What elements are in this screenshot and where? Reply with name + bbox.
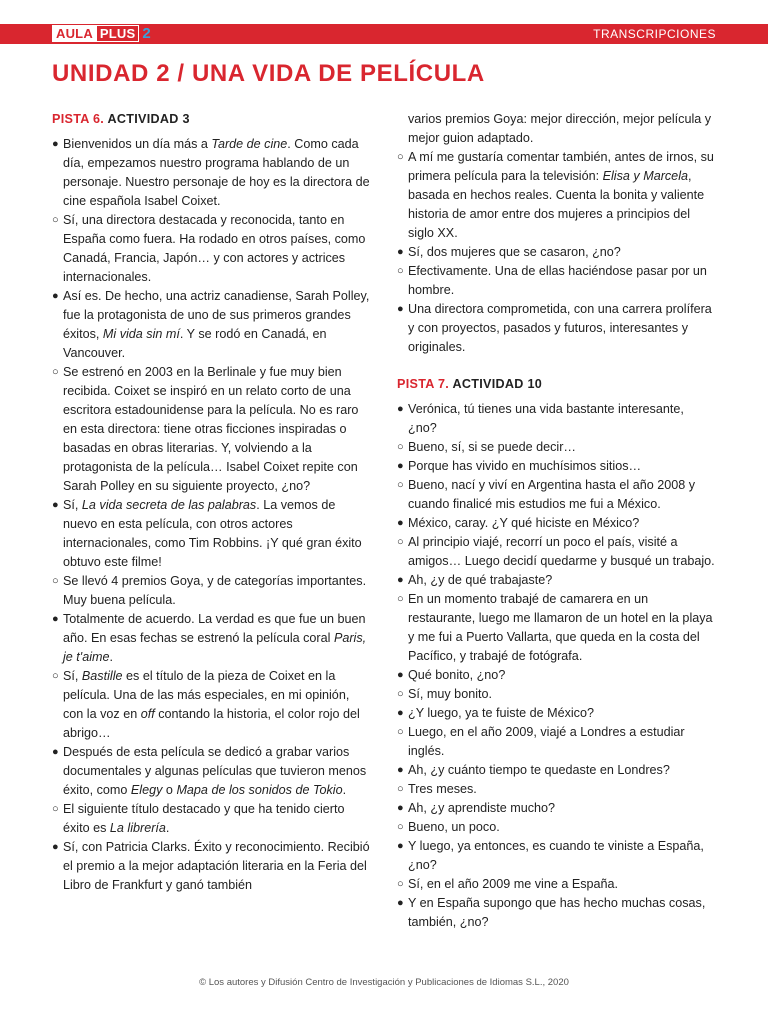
speaker-b-bullet-icon: ○ [397, 593, 404, 605]
transcript-text: Bueno, sí, si se puede decir… [408, 440, 577, 454]
speaker-b-bullet-icon: ○ [397, 479, 404, 491]
speaker-a-bullet-icon: ● [52, 138, 59, 150]
transcript-line [397, 533, 715, 571]
transcript-text: Efectivamente. Una de ellas haciéndose pasar por un hombre. [408, 264, 707, 297]
speaker-b-bullet-icon: ○ [52, 214, 59, 226]
transcript-list-pista-6-continued [397, 110, 715, 357]
pista-number: PISTA 7. [397, 377, 450, 391]
transcript-line [397, 300, 715, 357]
speaker-b-bullet-icon: ○ [397, 265, 404, 277]
logo-plus: PLUS [97, 25, 139, 42]
section-label: TRANSCRIPCIONES [593, 27, 716, 41]
logo-aula: AULA [52, 25, 97, 42]
transcript-list-pista-6 [52, 135, 370, 895]
transcript-text: México, caray. ¿Y qué hiciste en México? [408, 516, 640, 530]
transcript-line [397, 400, 715, 438]
speaker-a-bullet-icon: ● [397, 707, 404, 719]
transcript-text: Después de esta película se dedicó a grabar varios documentales y algunas películas que tuvieron menos éxito, como Elegy o Mapa de los sonidos de Tokio. [63, 745, 367, 797]
transcript-line [397, 704, 715, 723]
transcript-line [397, 476, 715, 514]
transcript-text: Y en España supongo que has hecho muchas cosas, también, ¿no? [408, 896, 706, 929]
transcript-line [52, 572, 370, 610]
speaker-a-bullet-icon: ● [397, 403, 404, 415]
speaker-b-bullet-icon: ○ [397, 536, 404, 548]
transcript-text: Y luego, ya entonces, es cuando te viniste a España, ¿no? [408, 839, 704, 872]
speaker-a-bullet-icon: ● [52, 499, 59, 511]
transcript-text: Totalmente de acuerdo. La verdad es que fue un buen año. En esas fechas se estrenó la película coral Paris, je t'aime. [63, 612, 367, 664]
transcript-text: varios premios Goya: mejor dirección, mejor película y mejor guion adaptado. [408, 112, 712, 145]
transcript-line [52, 135, 370, 211]
header-bar [0, 24, 768, 44]
speaker-b-bullet-icon: ○ [52, 670, 59, 682]
transcript-line [397, 514, 715, 533]
transcript-text: El siguiente título destacado y que ha tenido cierto éxito es La librería. [63, 802, 345, 835]
transcript-line [52, 838, 370, 895]
transcript-text: Al principio viajé, recorrí un poco el país, visité a amigos… Luego decidí quedarme y busqué un trabajo. [408, 535, 715, 568]
transcript-line [397, 818, 715, 837]
speaker-a-bullet-icon: ● [397, 897, 404, 909]
transcript-text: Sí, con Patricia Clarks. Éxito y reconocimiento. Recibió el premio a la mejor adaptación literaria en la Feria del Libro de Frankfurt y ganó también [63, 840, 370, 892]
page-title: UNIDAD 2 / UNA VIDA DE PELÍCULA [52, 60, 485, 87]
transcript-text: A mí me gustaría comentar también, antes de irnos, su primera película para la televisión: Elisa y Marcela, basada en hechos reales. Cuenta la bonita y valiente historia de amor entre dos mujeres a principios del siglo XX. [408, 150, 714, 240]
transcript-line [397, 723, 715, 761]
transcript-line [52, 800, 370, 838]
transcript-line [397, 243, 715, 262]
speaker-b-bullet-icon: ○ [52, 803, 59, 815]
transcript-line [397, 875, 715, 894]
activity-label: ACTIVIDAD 3 [107, 112, 190, 126]
transcript-text: Sí, una directora destacada y reconocida, tanto en España como fuera. Ha rodado en otros países, como Canadá, Francia, Japón… y con actores y actrices internacionales. [63, 213, 366, 284]
speaker-a-bullet-icon: ● [52, 613, 59, 625]
speaker-a-bullet-icon: ● [397, 802, 404, 814]
transcript-line [397, 571, 715, 590]
transcript-line [52, 211, 370, 287]
transcript-text: ¿Y luego, ya te fuiste de México? [408, 706, 594, 720]
speaker-b-bullet-icon: ○ [397, 726, 404, 738]
transcript-text: Luego, en el año 2009, viajé a Londres a estudiar inglés. [408, 725, 685, 758]
transcript-text: Sí, muy bonito. [408, 687, 492, 701]
transcript-text: Bueno, un poco. [408, 820, 500, 834]
speaker-a-bullet-icon: ● [397, 517, 404, 529]
speaker-b-bullet-icon: ○ [397, 821, 404, 833]
transcript-text: Sí, Bastille es el título de la pieza de Coixet en la película. Una de las más especiales, en mi opinión, con la voz en off contando la historia, el color rojo del abrigo… [63, 669, 360, 740]
speaker-b-bullet-icon: ○ [397, 783, 404, 795]
transcript-line [52, 743, 370, 800]
speaker-a-bullet-icon: ● [52, 746, 59, 758]
pista-6-heading [52, 110, 370, 129]
transcript-text: Verónica, tú tienes una vida bastante interesante, ¿no? [408, 402, 684, 435]
speaker-a-bullet-icon: ● [397, 246, 404, 258]
activity-label: ACTIVIDAD 10 [452, 377, 543, 391]
speaker-a-bullet-icon: ● [397, 574, 404, 586]
transcript-line [397, 666, 715, 685]
speaker-b-bullet-icon: ○ [397, 151, 404, 163]
transcript-text: Ah, ¿y cuánto tiempo te quedaste en Londres? [408, 763, 670, 777]
speaker-a-bullet-icon: ● [52, 841, 59, 853]
transcript-line [397, 110, 715, 148]
left-column [52, 110, 370, 895]
transcript-line [397, 590, 715, 666]
speaker-b-bullet-icon: ○ [397, 441, 404, 453]
speaker-a-bullet-icon: ● [397, 669, 404, 681]
speaker-b-bullet-icon: ○ [397, 688, 404, 700]
transcript-line [397, 799, 715, 818]
transcript-text: En un momento trabajé de camarera en un restaurante, luego me llamaron de un hotel en la playa y me fui a Puerto Vallarta, que queda en la costa del Pacífico, y trabajé de fotógrafa. [408, 592, 713, 663]
transcript-text: Sí, La vida secreta de las palabras. La vemos de nuevo en esta película, con otros actores internacionales, como Tim Robbins. ¡Y qué gran éxito obtuvo este filme! [63, 498, 362, 569]
pista-7-heading [397, 375, 715, 394]
transcript-line [397, 457, 715, 476]
transcript-line [397, 685, 715, 704]
transcript-text: Sí, en el año 2009 me vine a España. [408, 877, 619, 891]
transcript-text: Porque has vivido en muchísimos sitios… [408, 459, 642, 473]
transcript-line [52, 667, 370, 743]
speaker-a-bullet-icon: ● [397, 764, 404, 776]
transcript-line [397, 894, 715, 932]
transcript-text: Se estrenó en 2003 en la Berlinale y fue muy bien recibida. Coixet se inspiró en un relato corto de una escritora estadounidense para la película. No es raro en esta directora: tiene otras ficciones inspiradas o basadas en obras literarias. Y, volviendo a la protagonista de la película… Isabel Coixet repite con Sarah Polley en su siguiente proyecto, ¿no? [63, 365, 359, 493]
transcript-text: Tres meses. [408, 782, 477, 796]
speaker-a-bullet-icon: ● [397, 460, 404, 472]
transcript-line [52, 610, 370, 667]
transcript-line [397, 148, 715, 243]
transcript-line [52, 287, 370, 363]
speaker-a-bullet-icon: ● [397, 303, 404, 315]
transcript-text: Bienvenidos un día más a Tarde de cine. Como cada día, empezamos nuestro programa hablando de un personaje. Nuestro personaje de hoy es la directora de cine española Isabel Coixet. [63, 137, 370, 208]
transcript-line [397, 438, 715, 457]
speaker-a-bullet-icon: ● [397, 840, 404, 852]
speaker-b-bullet-icon: ○ [52, 575, 59, 587]
transcript-line [397, 780, 715, 799]
transcript-list-pista-7 [397, 400, 715, 932]
transcript-text: Bueno, nací y viví en Argentina hasta el año 2008 y cuando finalicé mis estudios me fui a México. [408, 478, 696, 511]
transcript-text: Ah, ¿y aprendiste mucho? [408, 801, 556, 815]
speaker-b-bullet-icon: ○ [397, 878, 404, 890]
copyright-footer: © Los autores y Difusión Centro de Investigación y Publicaciones de Idiomas S.L., 2020 [199, 977, 569, 988]
transcript-text: Sí, dos mujeres que se casaron, ¿no? [408, 245, 621, 259]
transcript-line [52, 496, 370, 572]
transcript-text: Una directora comprometida, con una carrera prolífera y con proyectos, pasados y futuros, interesantes y originales. [408, 302, 712, 354]
transcript-text: Qué bonito, ¿no? [408, 668, 506, 682]
transcript-line [397, 262, 715, 300]
transcript-line [397, 837, 715, 875]
speaker-a-bullet-icon: ● [52, 290, 59, 302]
transcript-text: Se llevó 4 premios Goya, y de categorías importantes. Muy buena película. [63, 574, 367, 607]
aula-plus-logo [52, 25, 151, 42]
transcript-line [52, 363, 370, 496]
speaker-b-bullet-icon: ○ [52, 366, 59, 378]
right-column [397, 110, 715, 932]
transcript-line [397, 761, 715, 780]
logo-number: 2 [142, 25, 151, 42]
transcript-text: Así es. De hecho, una actriz canadiense, Sarah Polley, fue la protagonista de uno de sus primeros grandes éxitos, Mi vida sin mí. Y se rodó en Canadá, en Vancouver. [63, 289, 370, 360]
pista-number: PISTA 6. [52, 112, 105, 126]
transcript-text: Ah, ¿y de qué trabajaste? [408, 573, 553, 587]
